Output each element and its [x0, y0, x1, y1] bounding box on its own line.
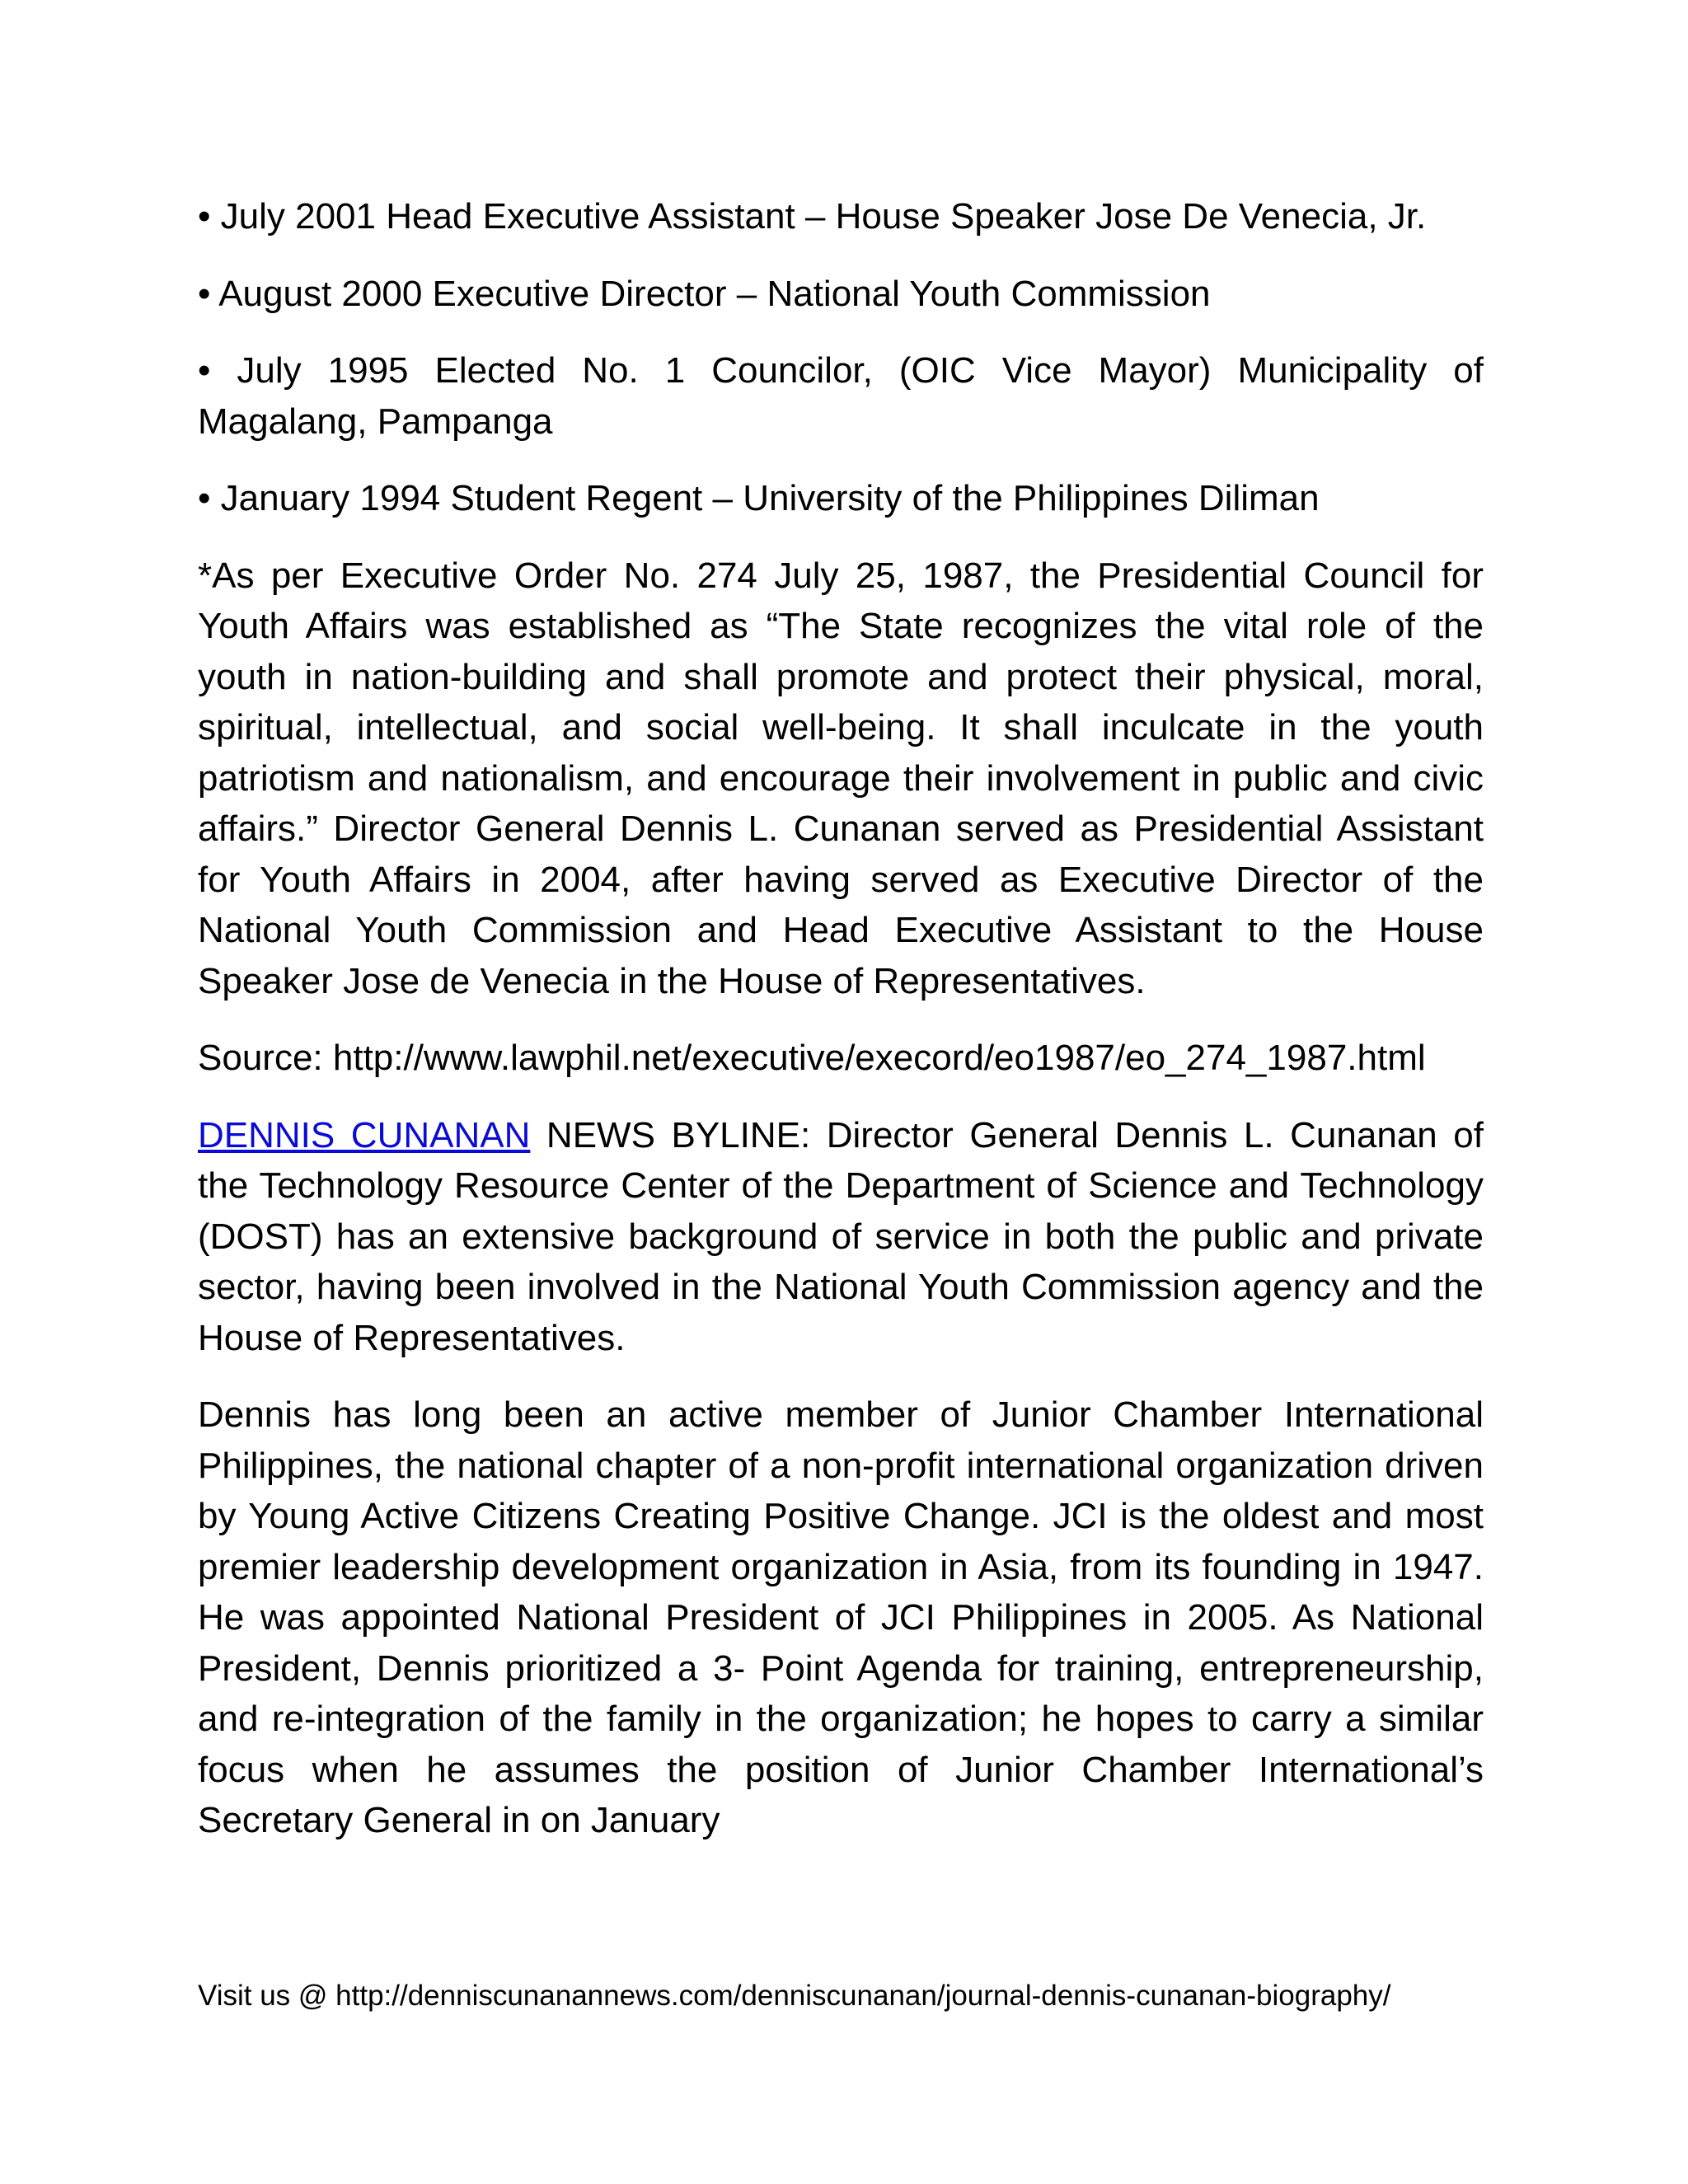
dennis-cunanan-link[interactable]: DENNIS CUNANAN — [198, 1114, 531, 1155]
bullet-item-councilor: • July 1995 Elected No. 1 Councilor, (OIC Vice Mayor) Municipality of Magalang, Pampanga — [198, 350, 1484, 442]
bullet-item-executive-director: • August 2000 Executive Director – National Youth Commission — [198, 273, 1211, 314]
executive-order-paragraph: *As per Executive Order No. 274 July 25, 1987, the Presidential Council for Youth Affairs was established as “The State recognizes the vital role of the youth in nation-building and shall promote and protect their physical, moral, spiritual, intellectual, and social well-being. It shall inculcate in the youth patriotism and nationalism, and encourage their involvement in public and civic affairs.” Director General Dennis L. Cunanan served as Presidential Assistant for Youth Affairs in 2004, after having served as Executive Director of the National Youth Commission and Head Executive Assistant to the House Speaker Jose de Venecia in the House of Representatives. — [198, 555, 1484, 1001]
bullet-item-student-regent: • January 1994 Student Regent – University of the Philippines Diliman — [198, 478, 1320, 518]
jci-paragraph: Dennis has long been an active member of Junior Chamber International Philippines, the national chapter of a non-profit international organization driven by Young Active Citizens Creating Positive Change. JCI is the oldest and most premier leadership development organization in Asia, from its founding in 1947. He was appointed National President of JCI Philippines in 2005. As National President, Dennis prioritized a 3- Point Agenda for training, entrepreneurship, and re-integration of the family in the organization; he hopes to carry a similar focus when he assumes the position of Junior Chamber International’s Secretary General in on January — [198, 1394, 1484, 1840]
source-line — [198, 1033, 1484, 1084]
byline-text: NEWS BYLINE: Director General Dennis L. Cunanan of the Technology Resource Center of the Department of Science and Technology (DOST) has an extensive background of service in both the public and private sector, having been involved in the National Youth Commission agency and the House of Representatives. — [198, 1114, 1484, 1358]
footer-url: http://denniscunanannews.com/denniscunanan/journal-dennis-cunanan-biography/ — [335, 1980, 1391, 2012]
page-footer — [198, 1978, 1451, 2014]
byline-paragraph — [198, 1110, 1484, 1364]
bullet-item-head-executive-assistant: • July 2001 Head Executive Assistant – House Speaker Jose De Venecia, Jr. — [198, 196, 1427, 237]
document-body — [198, 191, 1484, 1872]
source-url: http://www.lawphil.net/executive/execord/eo1987/eo_274_1987.html — [332, 1038, 1426, 1078]
footer-label: Visit us @ — [198, 1980, 336, 2012]
source-label: Source: — [198, 1038, 333, 1078]
